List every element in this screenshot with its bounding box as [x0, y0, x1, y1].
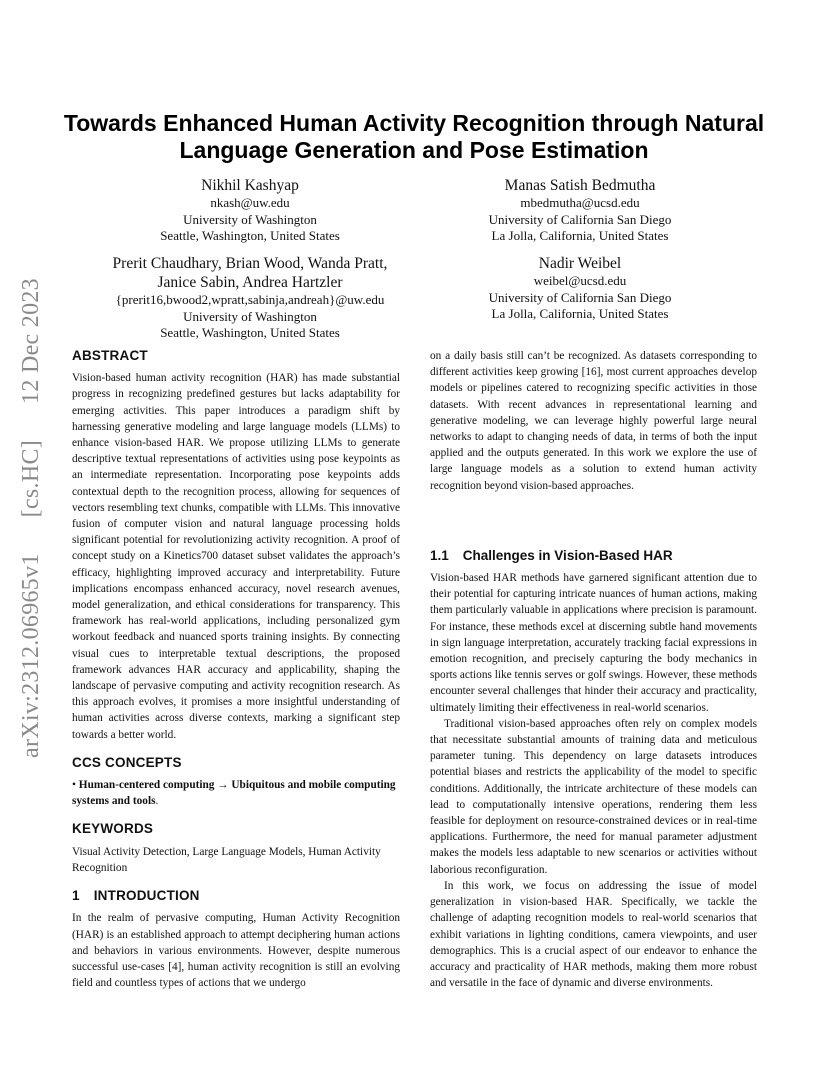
arxiv-category: [cs.HC]: [18, 439, 44, 518]
ccs-concepts: [72, 777, 400, 809]
author-block-weibel: [440, 254, 720, 323]
challenges-paragraph-3: In this work, we focus on addressing the issue of model generalization in vision-based HAR. Specifically, we tackle the challenge of adapting recognition models to real-world scenarios that exhibit variations in lighting conditions, camera viewpoints, and user demographics. This is a crucial aspect of our endeavor to enhance the accuracy and practicality of HAR methods, making them more robust and versatile in the face of dynamic and diverse environments.: [430, 879, 757, 990]
subsection-title: Challenges in Vision-Based HAR: [462, 547, 673, 563]
keywords-heading: KEYWORDS: [72, 821, 154, 837]
introduction-heading: [72, 888, 400, 904]
author-affiliation: University of California San Diego: [488, 211, 672, 227]
author-location: Seattle, Washington, United States: [160, 325, 340, 340]
challenges-paragraph-2: Traditional vision-based approaches often rely on complex models that necessitate substantial amounts of training data and meticulous parameter tuning. This dependency on large datasets introduces potential biases and restricts the applicability of the model to specific conditions. Additionally, the intricate architecture of these models can lead to computationally intensive operations, rendering them less feasible for deployment on resource-constrained devices or in real-time applications. Furthermore, the need for manual parameter adjustment makes the models less adaptable to new scenarios or activities without laborious reconfiguration.: [430, 717, 757, 876]
author-block-bedmutha: [440, 176, 720, 245]
author-email[interactable]: weibel@ucsd.edu: [533, 273, 627, 288]
ccs-trailing: .: [155, 795, 159, 808]
author-block-kashyap: [110, 176, 390, 245]
section-title: INTRODUCTION: [93, 888, 200, 904]
author-affiliation: University of Washington: [183, 308, 317, 324]
author-name: Manas Satish Bedmutha: [504, 177, 656, 194]
ccs-bullet: •: [72, 779, 76, 792]
abstract-heading: ABSTRACT: [72, 348, 148, 363]
author-email[interactable]: mbedmutha@ucsd.edu: [520, 195, 640, 210]
ccs-concept: Human-centered computing → Ubiquitous and mobile computing systems and tools: [72, 779, 396, 808]
left-column: [72, 348, 400, 991]
author-location: La Jolla, California, United States: [491, 228, 669, 243]
author-block-uw-group: [90, 254, 410, 342]
author-location: Seattle, Washington, United States: [160, 228, 340, 243]
arxiv-id[interactable]: arXiv:2312.06965v1: [18, 553, 44, 758]
abstract-text: Vision-based human activity recognition (HAR) has made substantial progress in recognizing predefined gestures but lacks adaptability for emerging activities. This paper introduces a paradigm shift by harnessing generative modeling and large language models (LLMs) to enhance vision-based HAR. We propose utilizing LLMs to generate descriptive textual representations of activities using pose keypoints as an intermediate representation. Incorporating pose keypoints adds contextual depth to the recognition process, allowing for sequences of vectors resembling text chunks, compatible with LLMs. This innovative fusion of computer vision and natural language processing holds significant potential for revolutionizing activity recognition. A proof of concept study on a Kinetics700 dataset subset validates the approach’s efficacy, highlighting improved accuracy and interpretability. Future implications encompass enhanced accuracy, novel research avenues, model generalization, and ethical considerations for transparency. This framework has real-world applications, including personalized gym workout feedback and nuanced sports training insights. By connecting visual cues to interpretable textual descriptions, the proposed framework advances HAR accuracy and applicability, shaping the landscape of pervasive computing and activity recognition research. As this approach evolves, it promises a more insightful understanding of human activities across diverse contexts, marking a significant step towards a better world.: [72, 372, 400, 741]
author-email[interactable]: nkash@uw.edu: [210, 195, 290, 210]
ccs-heading: CCS CONCEPTS: [72, 754, 182, 770]
author-name: Nadir Weibel: [538, 255, 622, 272]
author-affiliation: University of California San Diego: [488, 289, 672, 305]
author-names-line2: Janice Sabin, Andrea Hartzler: [157, 274, 343, 291]
challenges-paragraph-1: Vision-based HAR methods have garnered significant attention due to their potential for capturing intricate nuances of human actions, making them particularly valuable in applications where precision is paramount. For instance, these methods excel at discerning subtle hand movements in sign language interpretation, accurately tracking facial expressions in emotion recognition, and precisely capturing the body mechanics in sports actions like tennis serves or golf swings. However, these methods encounter several challenges that hinder their accuracy and practicality, ultimately limiting their effectiveness in real-world scenarios.: [430, 572, 757, 714]
author-names-line1: Prerit Chaudhary, Brian Wood, Wanda Pratt,: [112, 255, 388, 272]
arxiv-date: 12 Dec 2023: [18, 278, 44, 404]
keywords-text: Visual Activity Detection, Large Language Models, Human Activity Recognition: [72, 845, 381, 874]
arxiv-stamp[interactable]: [18, 278, 45, 758]
section-number: 1: [72, 888, 80, 904]
introduction-paragraph: In the realm of pervasive computing, Human Activity Recognition (HAR) is an established approach to attempt deciphering human actions and behaviors in various environments. However, despite numerous successful use-cases [4], human activity recognition is still an evolving field and countless types of actions that we undergo: [72, 912, 400, 990]
subsection-number: 1.1: [430, 547, 449, 563]
right-column: [430, 348, 757, 991]
author-affiliation: University of Washington: [183, 211, 317, 227]
paper-title: Towards Enhanced Human Activity Recognition through Natural Language Generation and Pose Estimation: [63, 110, 765, 163]
author-name: Nikhil Kashyap: [201, 177, 299, 194]
author-email[interactable]: {prerit16,bwood2,wpratt,sabinja,andreah}@uw.edu: [115, 292, 385, 307]
introduction-paragraph-continued: on a daily basis still can’t be recognized. As datasets corresponding to different activities keep growing [16], most current approaches develop models or pipelines catered to recognizing specific activities in those datasets. With recent advances in representational learning and generative modeling, we can leverage highly powerful large neural networks to adapt to changing needs of data, in terms of both the input applied and the outputs generated. In this work we explore the use of large language models as a solution to extend human activity recognition beyond vision-based approaches.: [430, 350, 757, 492]
challenges-heading: [430, 548, 757, 564]
author-location: La Jolla, California, United States: [491, 306, 669, 321]
